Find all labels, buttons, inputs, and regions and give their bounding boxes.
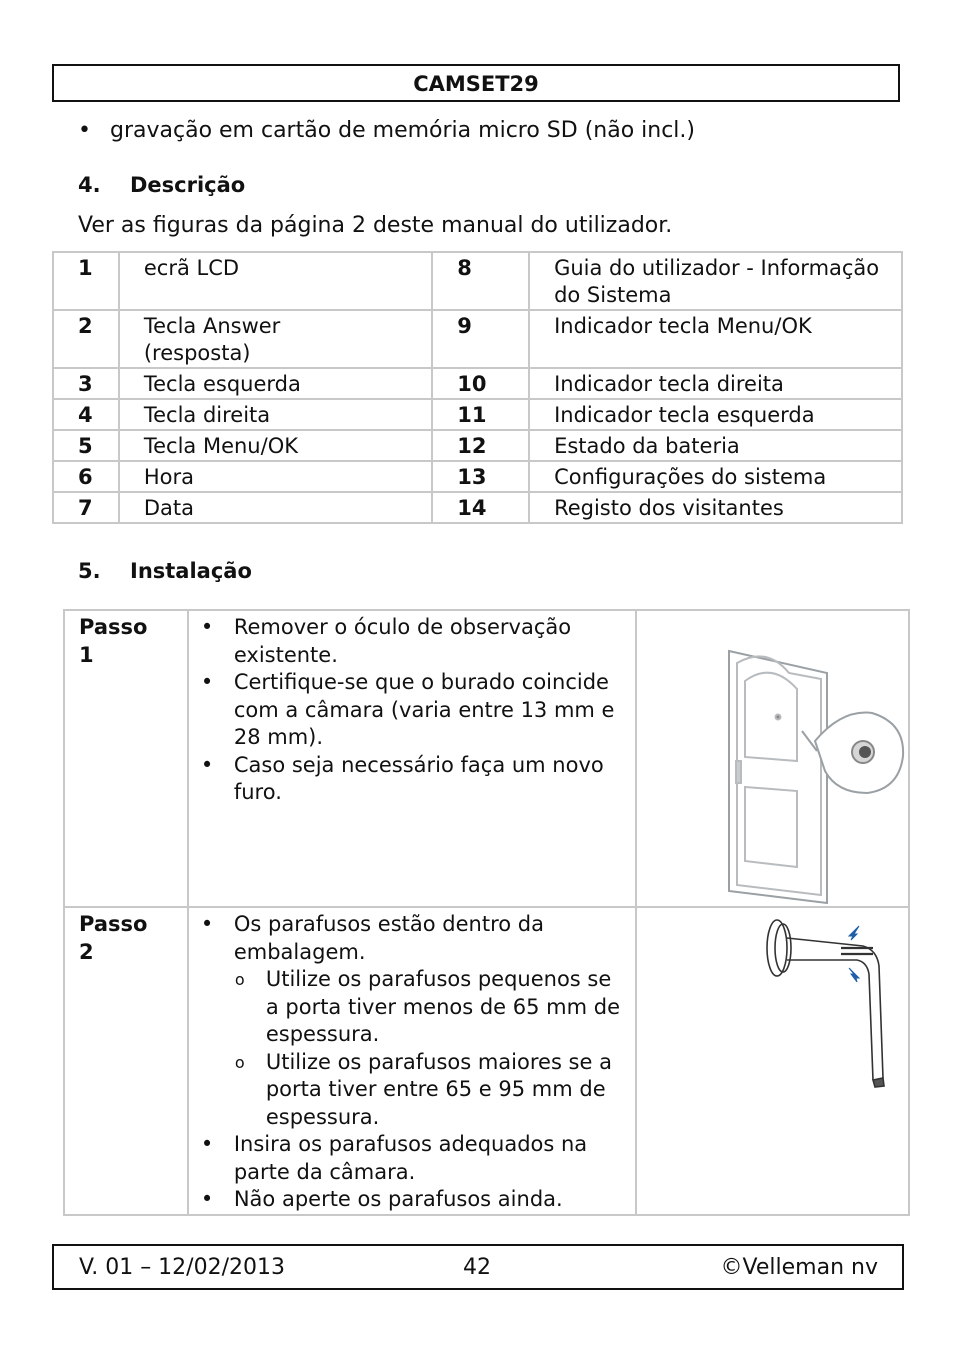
version-text: V. 01 – 12/02/2013 [79,1255,285,1280]
table-row [53,430,902,461]
step-label: Passo 1 [64,610,188,907]
door-peephole-svg [637,611,905,905]
camera-screws-svg [637,908,905,1208]
list-item-text: Os parafusos estão dentro da embalagem. [233,912,544,964]
item-label: Tecla esquerda [119,368,432,399]
item-number: 10 [432,368,529,399]
item-number: 13 [432,461,529,492]
item-number: 4 [53,399,119,430]
document-footer [52,1244,904,1290]
step-row [64,610,909,907]
table-row [53,492,902,523]
table-row [53,368,902,399]
item-label: Tecla Menu/OK [119,430,432,461]
item-number: 6 [53,461,119,492]
item-label: Indicador tecla esquerda [529,399,902,430]
section-number: 4. [78,173,101,197]
table-row [53,310,902,368]
item-number: 8 [432,252,529,310]
item-number: 1 [53,252,119,310]
item-label: ecrã LCD [119,252,432,310]
item-label: Data [119,492,432,523]
section-title: Instalação [130,559,252,583]
step-instructions [188,610,636,907]
intro-bullet-text: gravação em cartão de memória micro SD (não incl.) [110,118,695,143]
step-label: Passo 2 [64,907,188,1215]
item-label: Configurações do sistema [529,461,902,492]
section-5-heading [78,556,252,586]
item-label: Tecla direita [119,399,432,430]
item-number: 2 [53,310,119,368]
section-number: 5. [78,559,101,583]
item-number: 14 [432,492,529,523]
item-label: Guia do utilizador - Informação do Sistema [529,252,902,310]
list-item: • Certifique-se que o burado coincide com a câmara (varia entre 13 mm e 28 mm). [189,669,627,752]
table-row [53,461,902,492]
item-number: 5 [53,430,119,461]
list-item: • Remover o óculo de observação existente. [189,614,627,669]
copyright-text: ©Velleman nv [720,1255,878,1280]
list-item [189,911,627,1131]
table-row [53,399,902,430]
item-label: Estado da bateria [529,430,902,461]
page-number: 42 [463,1255,491,1280]
document-header [52,64,900,102]
sub-list-item: o Utilize os parafusos pequenos se a porta tiver menos de 65 mm de espessura. [234,966,627,1049]
model-title: CAMSET29 [413,72,539,96]
item-label: Indicador tecla Menu/OK [529,310,902,368]
bullet-icon: • [78,118,91,143]
item-number: 9 [432,310,529,368]
item-number: 7 [53,492,119,523]
door-peephole-illustration [636,610,909,907]
list-item: • Insira os parafusos adequados na parte da câmara. [189,1131,627,1186]
item-number: 3 [53,368,119,399]
description-table [52,251,903,524]
sub-list-item: o Utilize os parafusos maiores se a porta tiver entre 65 e 95 mm de espessura. [234,1049,627,1132]
installation-steps-table [63,609,910,1216]
table-row [53,252,902,310]
list-item: • Caso seja necessário faça um novo furo. [189,752,627,807]
section-4-heading [78,170,245,200]
section-title: Descrição [130,173,246,197]
intro-bullet [78,115,695,147]
list-item: • Não aperte os parafusos ainda. [189,1186,627,1214]
item-number: 12 [432,430,529,461]
item-label: Indicador tecla direita [529,368,902,399]
step-instructions [188,907,636,1215]
camera-screws-illustration [636,907,909,1215]
item-label: Tecla Answer (resposta) [119,310,432,368]
section-4-intro: Ver as figuras da página 2 deste manual do utilizador. [78,213,673,238]
item-number: 11 [432,399,529,430]
item-label: Registo dos visitantes [529,492,902,523]
step-row [64,907,909,1215]
item-label: Hora [119,461,432,492]
